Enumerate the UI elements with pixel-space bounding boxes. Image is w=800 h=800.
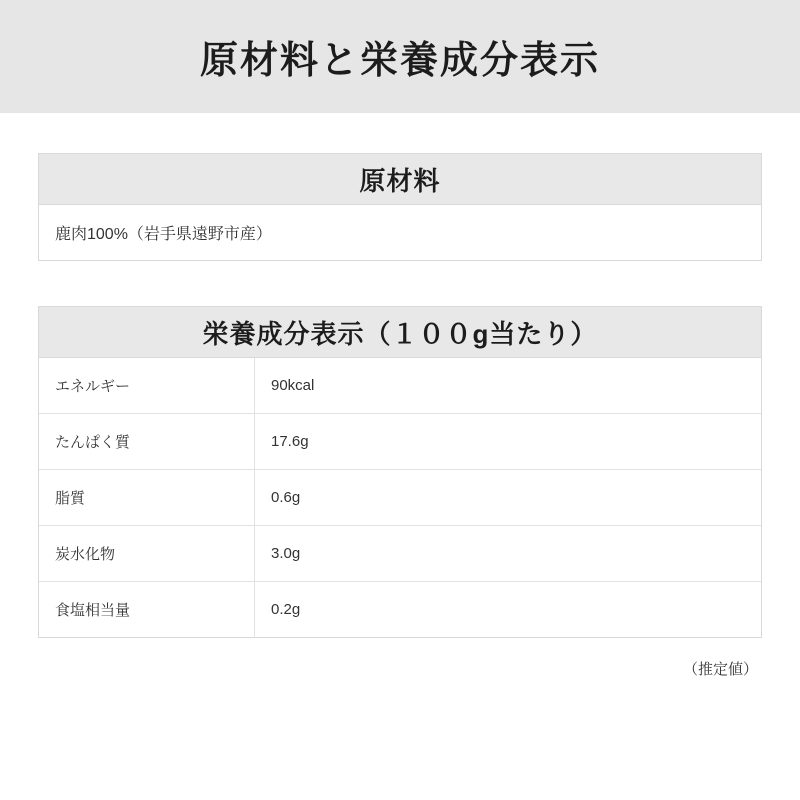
- estimated-value-footnote: （推定値）: [682, 661, 758, 678]
- nutrition-table-header: 栄養成分表示（１００g当たり）: [39, 307, 761, 358]
- table-row-fat: [39, 470, 761, 526]
- nutrition-table: [38, 306, 762, 638]
- table-row-salt: [39, 582, 761, 637]
- row-label: エネルギー: [39, 358, 255, 413]
- row-value: 0.2g: [271, 601, 301, 618]
- title-band: [0, 0, 800, 113]
- row-value: 0.6g: [271, 489, 301, 506]
- row-value: 17.6g: [271, 433, 309, 450]
- ingredients-table: [38, 153, 762, 261]
- row-value: 90kcal: [271, 377, 315, 394]
- ingredients-content: 鹿肉100%（岩手県遠野市産）: [55, 226, 272, 243]
- table-row-energy: [39, 358, 761, 414]
- row-value: 3.0g: [271, 545, 301, 562]
- ingredients-table-header: 原材料: [39, 154, 761, 205]
- page-title: 原材料と栄養成分表示: [199, 40, 600, 82]
- ingredients-row: [39, 205, 761, 260]
- table-row-protein: [39, 414, 761, 470]
- row-label: 脂質: [39, 470, 255, 525]
- row-label: たんぱく質: [39, 414, 255, 469]
- row-label: 炭水化物: [39, 526, 255, 581]
- row-label: 食塩相当量: [39, 582, 255, 637]
- table-row-carbohydrate: [39, 526, 761, 582]
